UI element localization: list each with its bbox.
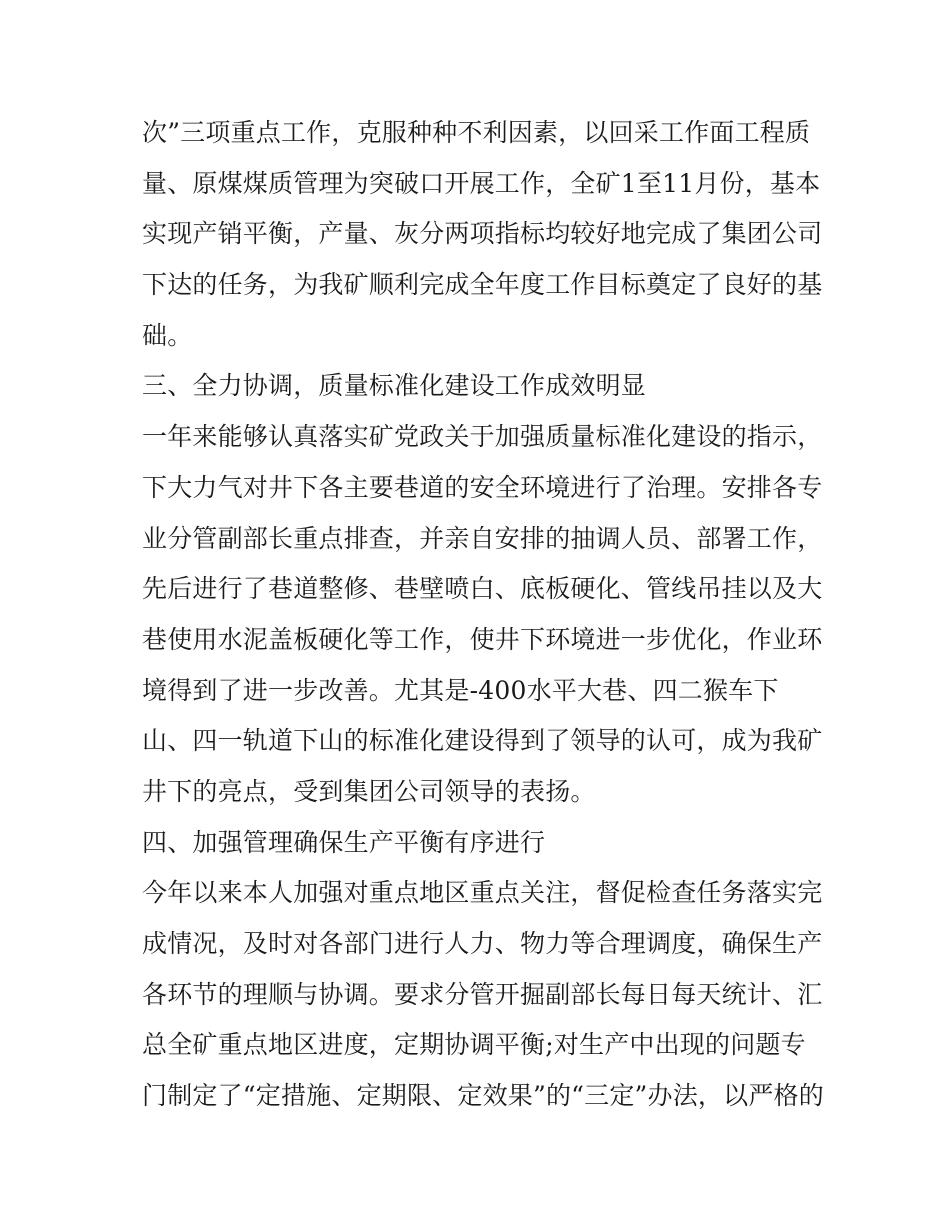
text-line: 先后进行了巷道整修、巷壁喷白、底板硬化、管线吊挂以及大 xyxy=(142,574,823,604)
section-heading: 四、加强管理确保生产平衡有序进行 xyxy=(142,827,546,857)
text-line: 础。 xyxy=(142,320,193,350)
text-line: 总全矿重点地区进度，定期协调平衡;对生产中出现的问题专 xyxy=(142,1030,806,1060)
text-line: 实现产销平衡，产量、灰分两项指标均较好地完成了集团公司 xyxy=(142,219,823,249)
text-line: 境得到了进一步改善。尤其是-400水平大巷、四二猴车下 xyxy=(142,675,779,705)
text-line: 山、四一轨道下山的标准化建设得到了领导的认可，成为我矿 xyxy=(142,726,823,756)
text-line: 次”三项重点工作，克服种种不利因素，以回采工作面工程质 xyxy=(142,118,811,147)
section-heading: 三、全力协调，质量标准化建设工作成效明显 xyxy=(142,371,647,401)
text-line: 下达的任务，为我矿顺利完成全年度工作目标奠定了良好的基 xyxy=(142,270,823,300)
text-line: 一年来能够认真落实矿党政关于加强质量标准化建设的指示， xyxy=(142,422,823,452)
text-line: 业分管副部长重点排查，并亲自安排的抽调人员、部署工作， xyxy=(142,523,823,553)
text-line: 门制定了“定措施、定期限、定效果”的“三定”办法，以严格的 xyxy=(142,1081,824,1111)
text-line: 成情况，及时对各部门进行人力、物力等合理调度，确保生产 xyxy=(142,929,823,958)
text-line: 巷使用水泥盖板硬化等工作，使井下环境进一步优化，作业环 xyxy=(142,624,823,654)
document-body xyxy=(142,108,842,1122)
text-line: 井下的亮点，受到集团公司领导的表扬。 xyxy=(142,776,596,806)
text-line: 量、原煤煤质管理为突破口开展工作，全矿1至11月份，基本 xyxy=(142,168,821,198)
text-line: 下大力气对井下各主要巷道的安全环境进行了治理。安排各专 xyxy=(142,472,823,502)
text-line: 各环节的理顺与协调。要求分管开掘副部长每日每天统计、汇 xyxy=(142,979,823,1009)
text-line: 今年以来本人加强对重点地区重点关注，督促检查任务落实完 xyxy=(142,878,823,908)
